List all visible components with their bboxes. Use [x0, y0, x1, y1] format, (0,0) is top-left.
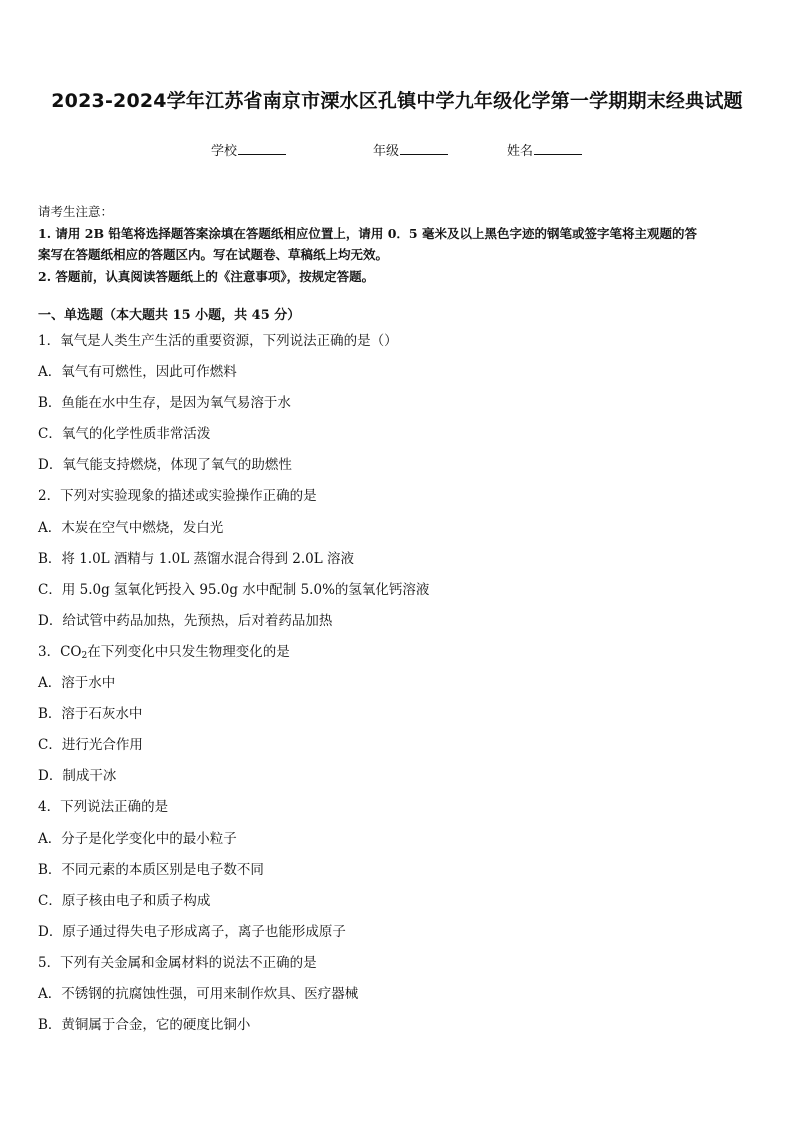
question-3-stem: [38, 641, 758, 672]
question-1-option-c: C．氧气的化学性质非常活泼: [38, 426, 211, 443]
notice-item-1-line-2: 案写在答题纸相应的答题区内。写在试题卷、草稿纸上均无效。: [38, 247, 389, 262]
grade-field: [373, 140, 448, 159]
school-label: 学校: [211, 144, 238, 159]
question-4-option-b: B．不同元素的本质区别是电子数不同: [38, 861, 264, 878]
grade-label: 年级: [373, 144, 400, 159]
question-2-option-d: D．给试管中药品加热，先预热，后对着药品加热: [38, 612, 333, 629]
name-field: [507, 140, 582, 159]
school-blank[interactable]: [238, 141, 286, 155]
question-5-option-b: B．黄铜属于合金，它的硬度比铜小: [38, 1017, 251, 1034]
question-3-option-d: D．制成干冰: [38, 768, 117, 785]
question-1-option-d: D．氧气能支持燃烧，体现了氧气的助燃性: [38, 457, 292, 474]
grade-blank[interactable]: [400, 141, 448, 155]
question-2-option-a: A．木炭在空气中燃烧，发白光: [38, 519, 224, 536]
notice-heading: 请考生注意：: [38, 204, 114, 219]
question-3-stem-suffix: 在下列变化中只发生物理变化的是: [87, 643, 290, 660]
student-info-fields: [0, 140, 794, 160]
name-blank[interactable]: [534, 141, 582, 155]
question-2-option-c: C．用 5.0g 氢氧化钙投入 95.0g 水中配制 5.0%的氢氧化钙溶液: [38, 581, 430, 598]
section-heading: 一、单选题（本大题共 15 小题，共 45 分）: [38, 308, 301, 323]
question-4-stem: 4．下列说法正确的是: [38, 799, 169, 816]
question-3-option-a: A．溶于水中: [38, 675, 116, 692]
question-2-option-b: B．将 1.0L 酒精与 1.0L 蒸馏水混合得到 2.0L 溶液: [38, 550, 354, 567]
notice-item-1-line-1: 1. 请用 2B 铅笔将选择题答案涂填在答题纸相应位置上，请用 0．5 毫米及以上黑色字迹的钢笔或签字笔将主观题的答: [38, 225, 697, 241]
question-5-option-a: A．不锈钢的抗腐蚀性强，可用来制作炊具、医疗器械: [38, 985, 359, 1002]
notice-item-2: 2. 答题前，认真阅读答题纸上的《注意事项》，按规定答题。: [38, 268, 375, 284]
exam-notice: [38, 201, 758, 287]
question-1-option-a: A．氧气有可燃性，因此可作燃料: [38, 364, 237, 381]
school-field: [211, 140, 286, 159]
question-3-option-b: B．溶于石灰水中: [38, 706, 143, 723]
question-3-stem-prefix: 3．CO: [38, 643, 82, 660]
question-4-option-d: D．原子通过得失电子形成离子，离子也能形成原子: [38, 923, 346, 940]
question-4-option-c: C．原子核由电子和质子构成: [38, 892, 211, 909]
question-3-option-c: C．进行光合作用: [38, 737, 143, 754]
question-1-option-b: B．鱼能在水中生存，是因为氧气易溶于水: [38, 395, 291, 412]
name-label: 姓名: [507, 144, 534, 159]
question-list: [38, 330, 758, 1045]
page-title: 2023-2024学年江苏省南京市溧水区孔镇中学九年级化学第一学期期末经典试题: [51, 90, 743, 112]
question-5-stem: 5．下列有关金属和金属材料的说法不正确的是: [38, 954, 317, 971]
question-3-stem-subscript: 2: [81, 650, 88, 661]
question-4-option-a: A．分子是化学变化中的最小粒子: [38, 830, 237, 847]
question-2-stem: 2．下列对实验现象的描述或实验操作正确的是: [38, 488, 317, 505]
question-1-stem: 1．氧气是人类生产生活的重要资源，下列说法正确的是（）: [38, 333, 398, 349]
